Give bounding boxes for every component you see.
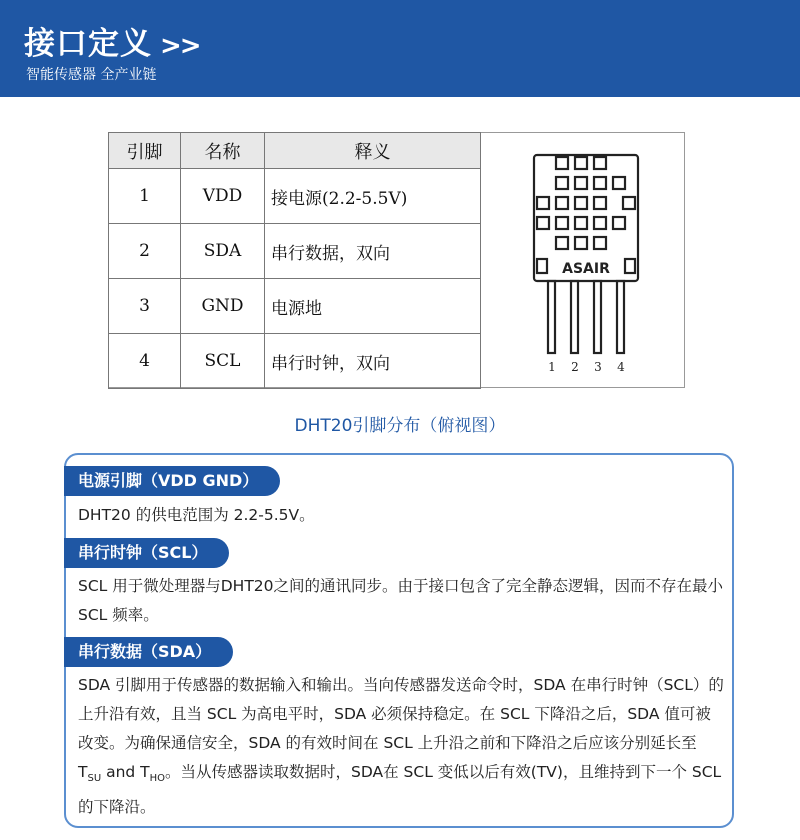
chip-vent: [556, 157, 568, 169]
subscript-su: SU: [87, 773, 102, 785]
chip-vent: [594, 157, 606, 169]
chip-side-tab: [625, 259, 635, 273]
section-text-power: DHT20 的供电范围为 2.2-5.5V。: [78, 506, 315, 524]
chip-vent: [537, 197, 549, 209]
banner-title: [24, 18, 200, 63]
pin-number: 2: [109, 224, 181, 279]
pin-name: SCL: [181, 334, 265, 389]
header-pin: 引脚: [109, 133, 181, 169]
pin-definition-table: [108, 132, 481, 389]
chip-vent: [594, 197, 606, 209]
chip-vent: [575, 157, 587, 169]
chip-pin-label: 3: [594, 360, 602, 374]
header-banner: [0, 0, 800, 97]
table-row: [109, 224, 481, 279]
chip-vent: [594, 177, 606, 189]
chip-pin-3: [594, 281, 601, 353]
pin-desc: 接电源(2.2-5.5V): [265, 169, 481, 224]
chip-vent: [623, 197, 635, 209]
table-row: [109, 279, 481, 334]
pin-name: SDA: [181, 224, 265, 279]
section-text-sda: [78, 671, 724, 822]
chip-pin-label: 1: [548, 360, 556, 374]
chip-vent: [537, 217, 549, 229]
chip-vent: [594, 237, 606, 249]
chip-vent: [575, 217, 587, 229]
pin-name: VDD: [181, 169, 265, 224]
pin-desc: 串行时钟，双向: [265, 334, 481, 389]
chip-vent: [613, 177, 625, 189]
pin-number: 3: [109, 279, 181, 334]
chip-vent: [575, 177, 587, 189]
sda-text-part: SDA 引脚用于传感器的数据输入和输出。当向传感器发送命令时，SDA 在串行时钟（SCL）的上升沿有效，且当 SCL 为高电平时，SDA 必须保持稳定。在 SCL 下降沿之后，SDA 值可被改变。为确保通信安全，SDA 的有效时间在 SCL 上升沿之前和下降沿之后应该分别延长至 T: [78, 676, 724, 781]
banner-title-text: 接口定义: [24, 26, 152, 62]
chip-vent: [556, 217, 568, 229]
sda-text-part: and T: [101, 763, 150, 781]
chip-vent: [575, 237, 587, 249]
chip-vent: [556, 177, 568, 189]
header-desc: 释义: [265, 133, 481, 169]
chip-vent: [594, 217, 606, 229]
header-name: 名称: [181, 133, 265, 169]
pin-desc: 电源地: [265, 279, 481, 334]
subscript-ho: HO: [149, 773, 166, 785]
section-heading-sda: 串行数据（SDA）: [64, 637, 233, 667]
pin-number: 1: [109, 169, 181, 224]
chip-pin-4: [617, 281, 624, 353]
chip-vent: [556, 197, 568, 209]
figure-caption: DHT20引脚分布（俯视图）: [294, 416, 506, 436]
table-row: [109, 169, 481, 224]
chip-pin-label: 2: [571, 360, 579, 374]
sda-text-part: 。当从传感器读取数据时，SDA在 SCL 变低以后有效(TV)，且维持到下一个 SCL 的下降沿。: [78, 763, 722, 817]
section-heading-power: 电源引脚（VDD GND）: [64, 466, 280, 496]
chip-vent: [556, 237, 568, 249]
double-chevron-right-icon: >>: [160, 31, 200, 61]
chip-vent: [575, 197, 587, 209]
dht20-chip-diagram: [481, 133, 684, 387]
chip-side-tab: [537, 259, 547, 273]
chip-vent: [613, 217, 625, 229]
chip-brand-label: ASAIR: [562, 261, 610, 277]
pin-number: 4: [109, 334, 181, 389]
chip-pin-label: 4: [617, 360, 625, 374]
section-heading-scl: 串行时钟（SCL）: [64, 538, 229, 568]
chip-pin-1: [548, 281, 555, 353]
table-row: [109, 334, 481, 389]
pin-desc: 串行数据，双向: [265, 224, 481, 279]
section-text-scl: SCL 用于微处理器与DHT20之间的通讯同步。由于接口包含了完全静态逻辑，因而不存在最小SCL 频率。: [78, 577, 724, 624]
banner-subtitle: 智能传感器 全产业链: [26, 67, 157, 83]
chip-pin-2: [571, 281, 578, 353]
pin-name: GND: [181, 279, 265, 334]
table-header-row: [109, 133, 481, 169]
